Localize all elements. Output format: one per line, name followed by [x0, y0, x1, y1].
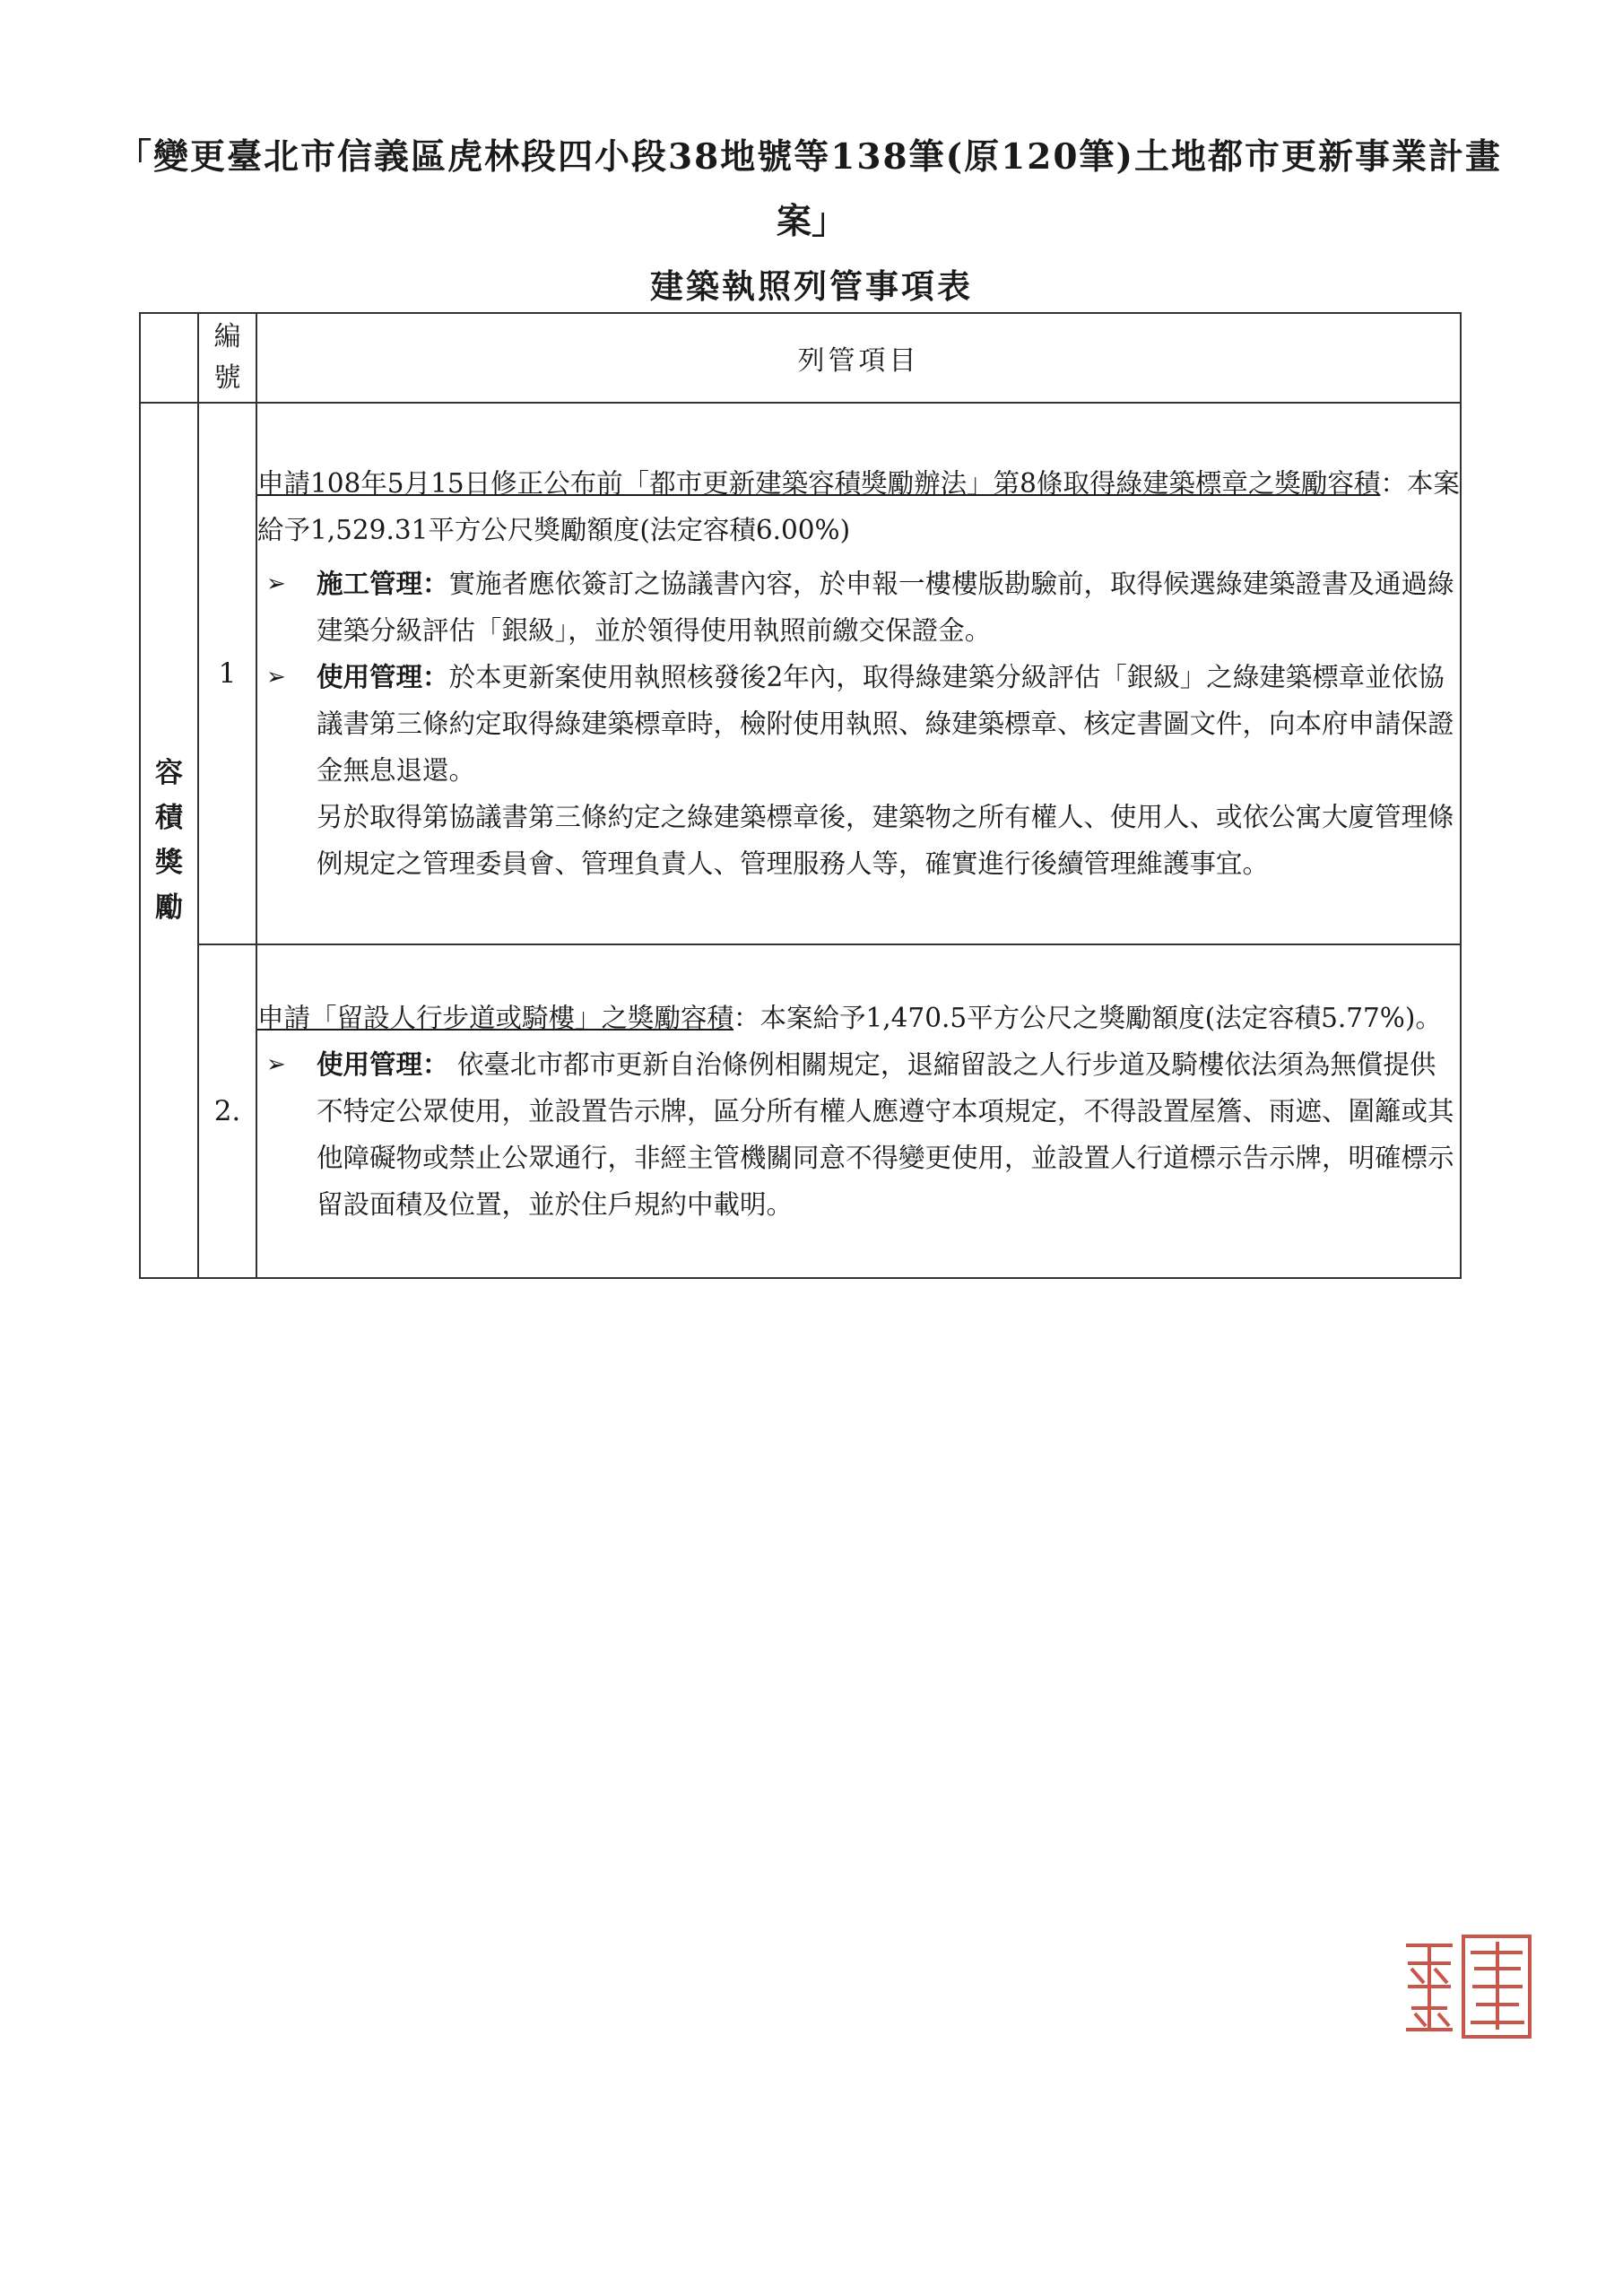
arrow-bullet-icon: ➢ — [266, 570, 286, 597]
row-content-2 — [256, 944, 1461, 1278]
bullet-text: 於本更新案使用執照核發後2年內，取得綠建築分級評估「銀級」之綠建築標章並依協議書第三條約定取得綠建築標章時，檢附使用執照、綠建築標章、核定書圖文件，向本府申請保證金無息退還。 — [317, 662, 1454, 786]
document-title-line2: 案」 — [776, 201, 846, 242]
bullet-text: 實施者應依簽訂之協議書內容，於申報一樓樓版勘驗前，取得候選綠建築證書及通過綠建築分級評估「銀級」，並於領得使用執照前繳交保證金。 — [317, 569, 1454, 646]
row-content-1 — [256, 403, 1461, 944]
category-label: 容 積 獎 勵 — [155, 757, 183, 924]
document-title-line1: 「變更臺北市信義區虎林段四小段38地號等138筆(原120筆)土地都市更新事業計畫 — [117, 136, 1502, 178]
bullet-label: 使用管理： — [317, 661, 449, 692]
row2-bullet-usage — [257, 1041, 1460, 1228]
row1-lead-underlined: 申請108年5月15日修正公布前「都市更新建築容積獎勵辦法」第8條取得綠建築標章之獎勵容積 — [257, 468, 1381, 499]
bullet-label: 施工管理： — [317, 568, 449, 599]
table-row — [140, 403, 1461, 944]
row-number-2: 2. — [198, 944, 256, 1278]
row1-extra-paragraph: 另於取得第協議書第三條約定之綠建築標章後，建築物之所有權人、使用人、或依公寓大廈管理條例規定之管理委員會、管理負責人、管理服務人等，確實進行後續管理維護事宜。 — [317, 802, 1454, 879]
row2-lead — [257, 995, 1460, 1041]
row1-lead — [257, 460, 1460, 553]
header-blank-cell — [140, 313, 198, 403]
row-number-1: 1 — [198, 403, 256, 944]
header-number — [198, 313, 256, 403]
table-header-row — [140, 313, 1461, 403]
row2-lead-underlined: 申請「留設人行步道或騎樓」之獎勵容積 — [257, 1003, 734, 1033]
control-items-table — [139, 312, 1462, 1279]
seal-icon — [1399, 1933, 1533, 2040]
row1-bullet-usage — [257, 654, 1460, 794]
row1-bullet-construction — [257, 561, 1460, 654]
table-row — [140, 944, 1461, 1278]
category-cell — [140, 403, 198, 1278]
document-subtitle: 建築執照列管事項表 — [650, 266, 973, 306]
arrow-bullet-icon: ➢ — [266, 1051, 286, 1078]
header-item: 列管項目 — [256, 313, 1461, 403]
row2-lead-tail: ：本案給予1,470.5平方公尺之獎勵額度(法定容積5.77%)。 — [733, 1003, 1442, 1033]
official-seal-stamp — [1399, 1933, 1533, 2040]
arrow-bullet-icon: ➢ — [266, 664, 286, 691]
bullet-label: 使用管理： — [317, 1048, 449, 1080]
bullet-text: 依臺北市都市更新自治條例相關規定，退縮留設之人行步道及騎樓依法須為無償提供不特定公眾使用，並設置告示牌，區分所有權人應遵守本項規定，不得設置屋簷、雨遮、圍籬或其他障礙物或禁止公眾通行，非經主管機關同意不得變更使用，並設置人行道標示告示牌，明確標示留設面積及位置，並於住戶規約中載明。 — [317, 1049, 1454, 1220]
row1-lead-tail: ：本案給予1,529.31平方公尺獎勵額度(法定容積6.00%) — [257, 468, 1460, 545]
header-number-label: 編 號 — [213, 321, 241, 394]
